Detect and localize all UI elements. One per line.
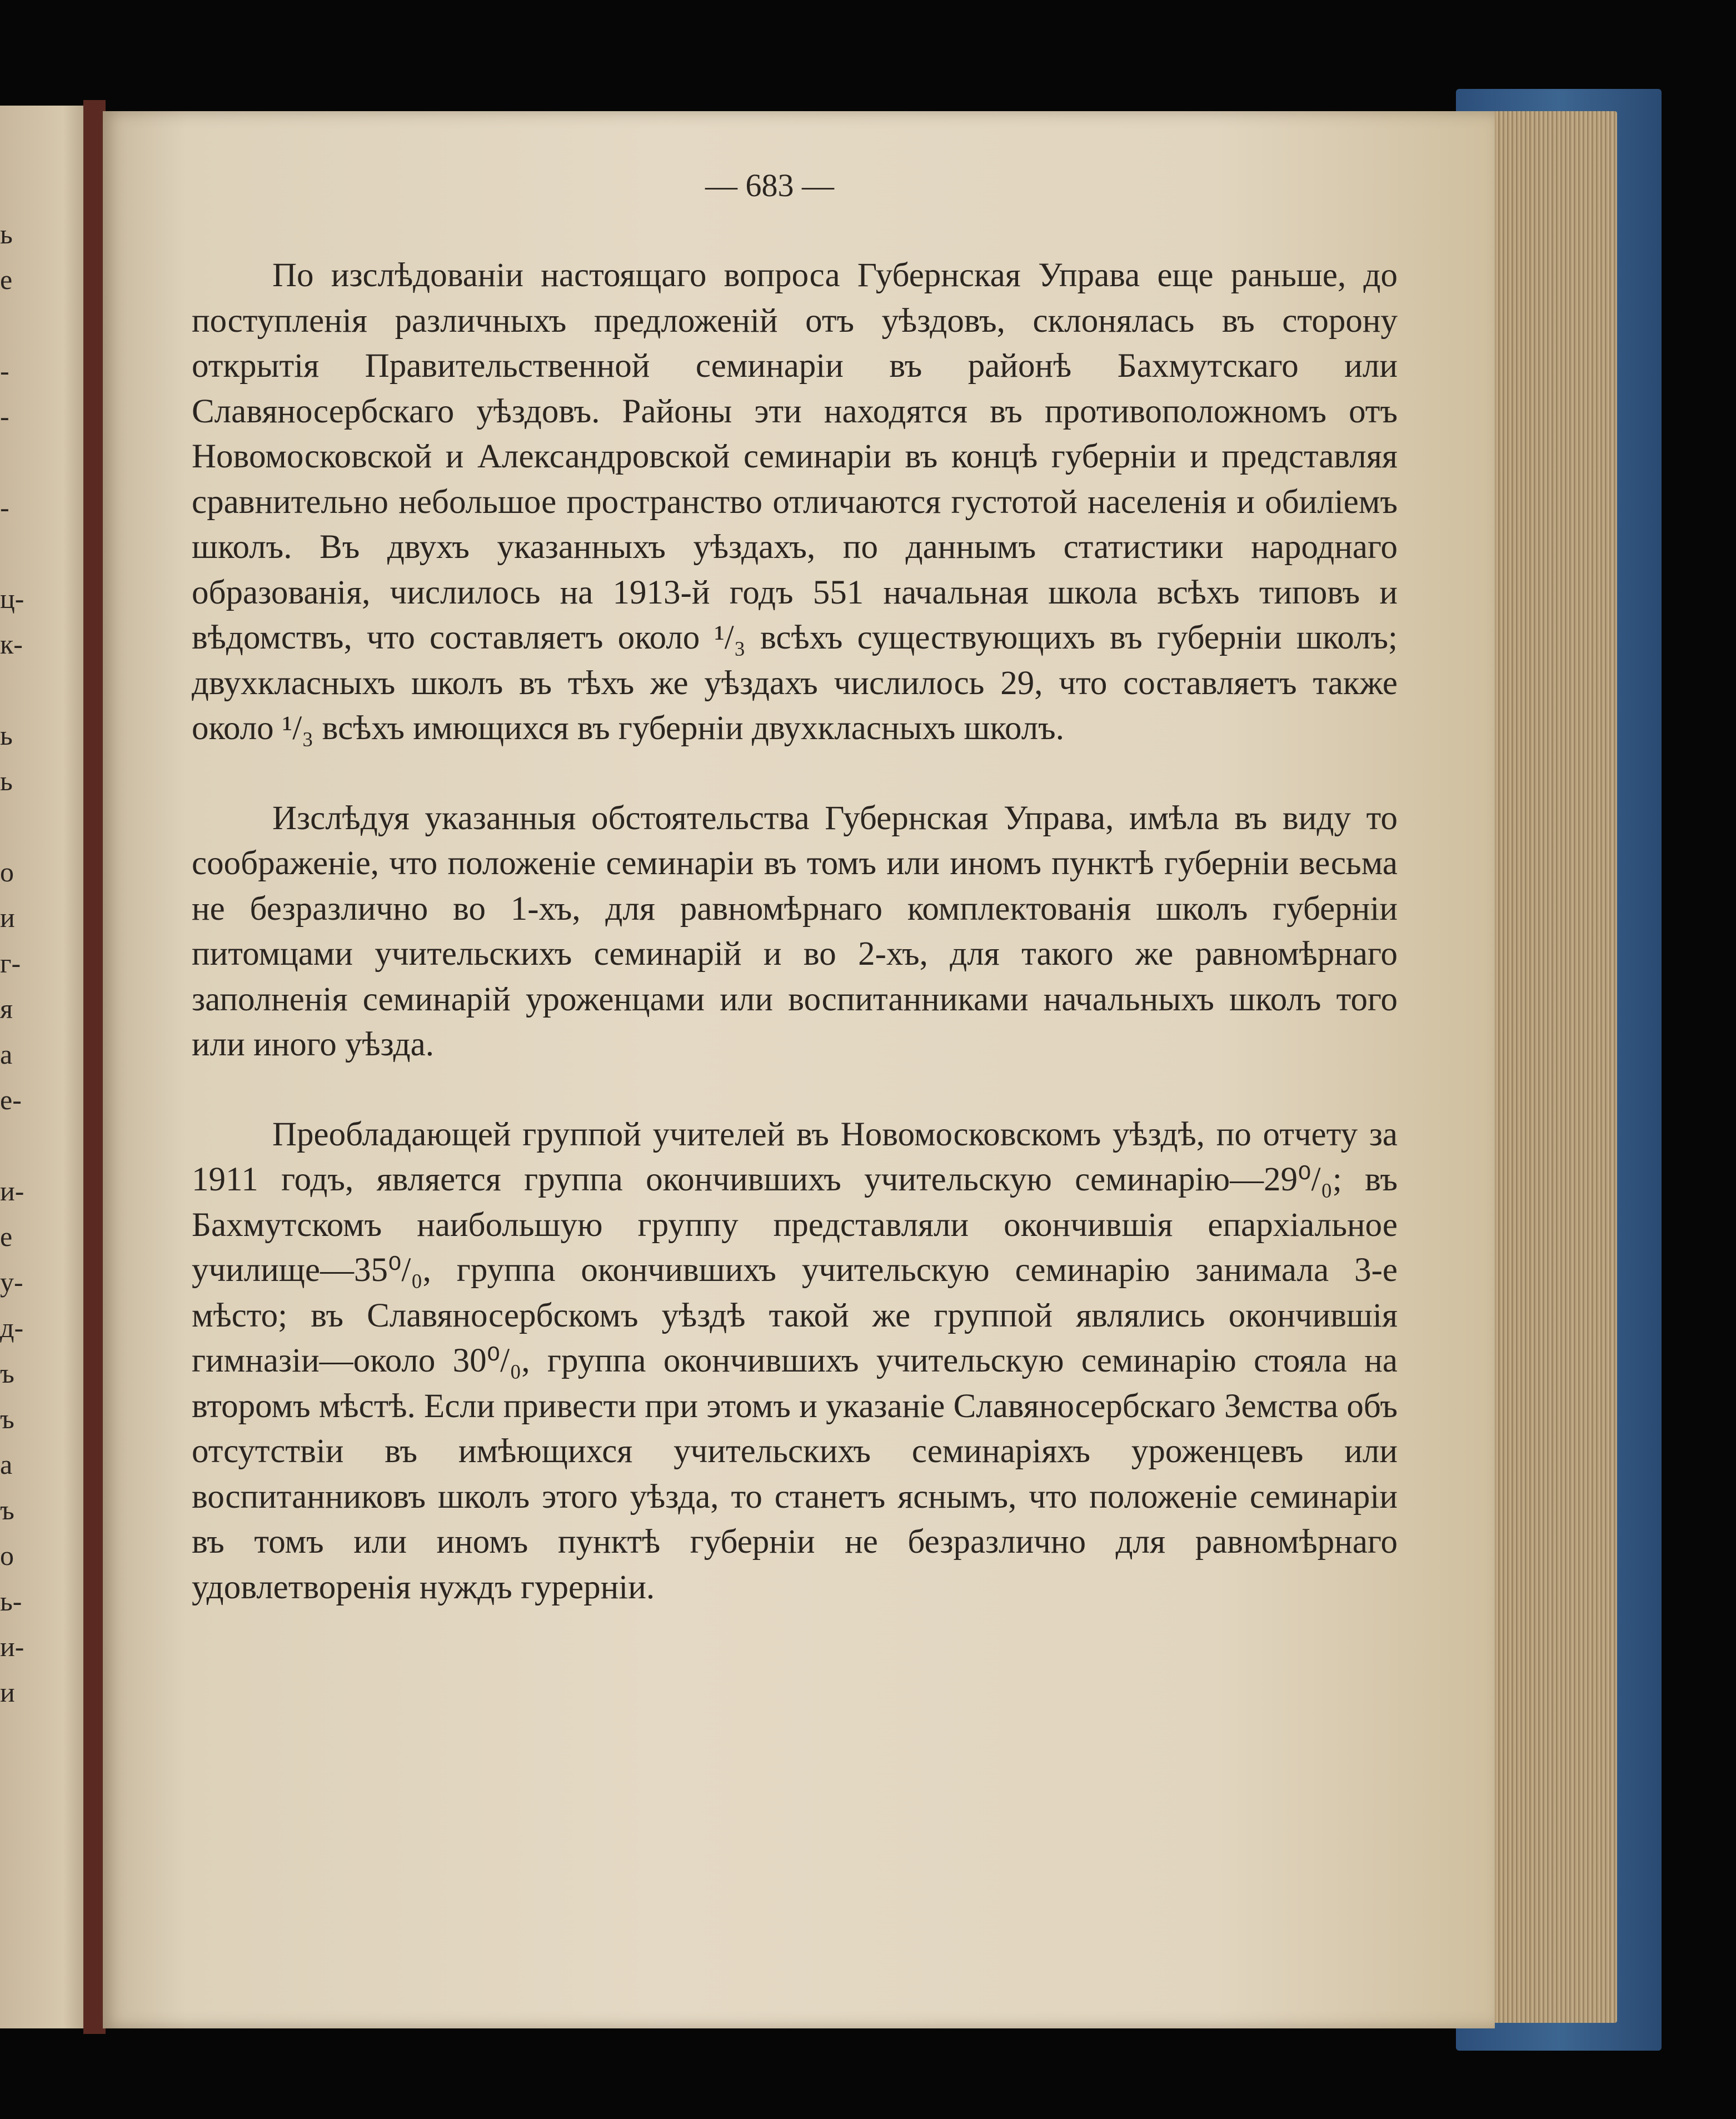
fragment-line: ъ xyxy=(0,1403,14,1434)
fragment-line: и- xyxy=(0,1631,24,1662)
paragraph: Преобладающей группой учителей въ Новомосковскомъ уѣздѣ, по отчету за 1911 годъ, является группа окончившихъ учительскую семинарію—29⁰/₀; въ Бахмутскомъ наибольшую группу представляли окончившія епархіальное училище—35⁰/₀, группа окончившихъ учительскую семинарію занимала 3-е мѣсто; въ Славяносербскомъ уѣздѣ такой же группой являлись окончившія гимназіи—около 30⁰/₀, группа окончившихъ учительскую семинарію стояла на второмъ мѣстѣ. Если привести при этомъ и указаніе Славяносербскаго Земства объ отсутствіи въ имѣющихся учительскихъ семинаріяхъ уроженцевъ или воспитанниковъ школъ этого уѣзда, то станетъ яснымъ, что положеніе семинаріи въ томъ или иномъ пунктѣ губерніи не безразлично для равномѣрнаго удовлетворенія нуждъ гурерніи. xyxy=(192,1115,1398,1606)
page-body xyxy=(192,253,1398,1654)
fragment-line: ц- xyxy=(0,583,24,614)
fragment-line: к- xyxy=(0,629,23,660)
fragment-line xyxy=(0,1123,44,1168)
fragment-line: ь xyxy=(0,765,13,796)
fragment-line: - xyxy=(0,355,9,386)
page-number: — 683 — xyxy=(705,167,834,203)
fragment-line: о xyxy=(0,1540,14,1571)
fragment-line: е- xyxy=(0,1084,22,1115)
binding-gutter xyxy=(83,100,106,2034)
fragment-line: а xyxy=(0,1449,13,1480)
fragment-line: и xyxy=(0,1677,15,1708)
fragment-line xyxy=(0,804,44,849)
fragment-line: г- xyxy=(0,948,21,979)
previous-page-fragments xyxy=(0,211,44,1715)
fragment-line: и- xyxy=(0,1175,24,1206)
fragment-line: д- xyxy=(0,1312,24,1343)
book-page xyxy=(103,111,1495,2028)
fragment-line: а xyxy=(0,1039,13,1070)
fragment-line: и xyxy=(0,902,15,933)
fragment-line: у- xyxy=(0,1267,23,1298)
fragment-line: - xyxy=(0,401,9,432)
fragment-line: е xyxy=(0,1221,13,1252)
fragment-line: е xyxy=(0,264,13,295)
fragment-line: ь- xyxy=(0,1585,22,1617)
fragment-line: я xyxy=(0,993,13,1024)
paragraph: По изслѣдованіи настоящаго вопроса Губернская Управа еще раньше, до поступленія различныхъ предложеній отъ уѣздовъ, склонялась въ сторону открытія Правительственной семинаріи въ районѣ Бахмутскаго или Славяносербскаго уѣздовъ. Районы эти находятся въ противоположномъ отъ Новомосковской и Александровской семинаріи въ концѣ губерніи и представляя сравнительно небольшое пространство отличаются густотой населенія и обиліемъ школъ. Въ двухъ указанныхъ уѣздахъ, по даннымъ статистики народнаго образованія, числилось на 1913-й годъ 551 начальная школа всѣхъ типовъ и вѣдомствъ, что составляетъ около ¹/₃ всѣхъ существующихъ въ губерніи школъ; двухкласныхъ школъ въ тѣхъ же уѣздахъ числилось 29, что составляетъ также около ¹/₃ всѣхъ имющихся въ губерніи двухкласныхъ школъ. xyxy=(192,257,1398,747)
fragment-line: ъ xyxy=(0,1494,14,1525)
fragment-line: ь xyxy=(0,720,13,751)
page-block-edges xyxy=(1478,111,1617,2023)
paragraph: Изслѣдуя указанныя обстоятельства Губернская Управа, имѣла въ виду то соображеніе, что положеніе семинаріи въ томъ или иномъ пунктѣ губерніи весьма не безразлично во 1-хъ, для равномѣрнаго комплектованія школъ губерніи питомцами учительскихъ семинарій и во 2-хъ, для такого же равномѣрнаго заполненія семинарій уроженцами или воспитанниками начальныхъ школъ того или иного уѣзда. xyxy=(192,799,1398,1063)
fragment-line xyxy=(0,302,44,348)
fragment-line: - xyxy=(0,492,9,523)
fragment-line: ь xyxy=(0,218,13,250)
fragment-line xyxy=(0,530,44,576)
fragment-line: о xyxy=(0,856,14,888)
fragment-line xyxy=(0,667,44,712)
fragment-line: ъ xyxy=(0,1358,14,1389)
fragment-line xyxy=(0,439,44,485)
